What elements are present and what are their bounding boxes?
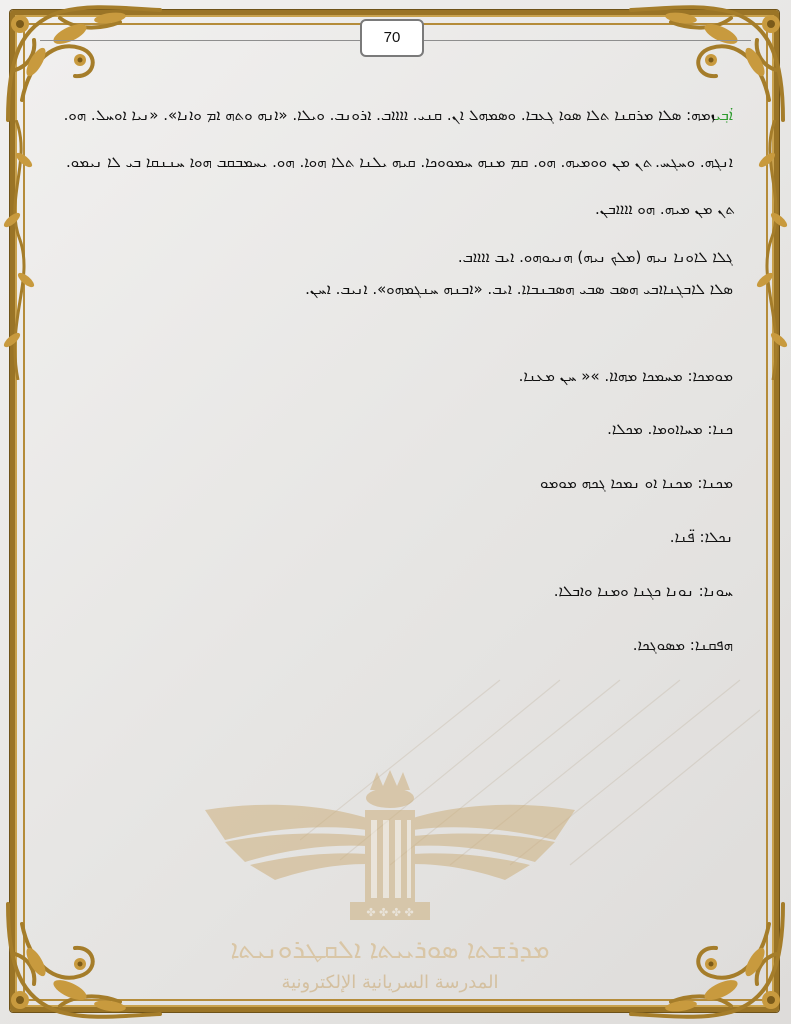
intro-text: ܙܡܗ: ܣܠܐ ܡܪܩܢܐ ܬܠܐ ܣܘܐ ܓܥܒܐ. ܘܣܡܗܠ ܐܢ. ܩܢܝ. ܐܐܐܐܒ. ܐܪܘܢܒ. ܘܝܠܐ. «ܐܢܗ ܘܬܗ ܐܡ ܘܐܢܐ». «ܢܝܐ ܐܘܚܠ. ܗܘ. ܐܢܓܗ. ܘܚܓܚ. ܬܢ ܡܢ ܘܘܡܝܗ. ܗܘ. ܩܡ ܡܢܗ ܚܡܘܘܟܐ. ܩܝܗ ܝܠܢܐ ܬܠܐ ܗܘܐ. ܗܘ. ܝܚܡܒܩܒ ܗܘܐ ܚܢܢܩܐ ܒܝ ܠܐ ܢܝܡܘ. ܬܢ ܡܢ ܡܝܗ. ܗܘ ܐܐܐܐܒܢ. <box>63 106 733 218</box>
intro-lead-word: ܐܳܒ݂ܝ <box>714 106 733 124</box>
glossary-item: ܡܟܢܐ: ܡܟܢܐ ܐܘ ܢܡܟܐ ܓܟܗ ܡܘܡܘ <box>540 474 733 492</box>
glossary-item: ܚܘܢܐ: ܢܘܢܐ ܟܓܢܐ ܘܡܢܐ ܘܐܒܠܐ. <box>553 582 733 600</box>
document-body <box>58 92 733 305</box>
note-line: ܓܠܐ ܠܐܘܢܐ ܢܝܗ (ܡܠܟ ܢܝܗ) ܗܢܝܘܗܘ. ܐܝܒ ܐܐܐܐܒ. <box>457 248 733 266</box>
side-vine-ornament-icon <box>2 120 42 380</box>
svg-text:✤ ✤ ✤ ✤: ✤ ✤ ✤ ✤ <box>366 906 414 919</box>
side-vine-ornament-icon <box>749 120 789 380</box>
winged-assyrian-emblem-icon <box>205 770 575 940</box>
glossary-item: ܡܘܡܟܐ: ܡܚܡܟܐ ܡܗܐܐ. »« ܚܢ ܡܥܢܐ. <box>518 367 733 385</box>
note-line: ܣܠܐ ܠܐܒܓܢܐܐܒܝ ܗܣܒ ܣܒܝ ܗܣܒܢܒܐܐ. ܐܝܒ. «ܐܒܢܗ ܚܢܓܡܗܘ». ܐܢܝܒ. ܐܚܢ. <box>305 280 733 298</box>
page-number: 70 <box>360 19 424 57</box>
school-name-arabic: المدرسة السريانية الإلكترونية <box>281 972 499 993</box>
golden-floral-corner-icon <box>621 894 791 1024</box>
intro-paragraph <box>58 92 733 233</box>
glossary-item: ܢܟܠܐ: ܦ̈ܢܐ. <box>669 528 733 546</box>
glossary-item: ܟܢܐ: ܡܚܐܐܘܡܐ. ܡܟܠܐ. <box>607 420 733 438</box>
golden-floral-corner-icon <box>0 894 170 1024</box>
note-block <box>58 241 733 305</box>
school-name-syriac: ܡܕܪܫܬܐ ܣܘܪܝܝܬܐ ܐܠܩܛܪܘܢܝܬܐ <box>230 935 550 965</box>
glossary-item: ܗܦܩܢܐ: ܡܣܘܓܟܐ. <box>632 636 733 654</box>
